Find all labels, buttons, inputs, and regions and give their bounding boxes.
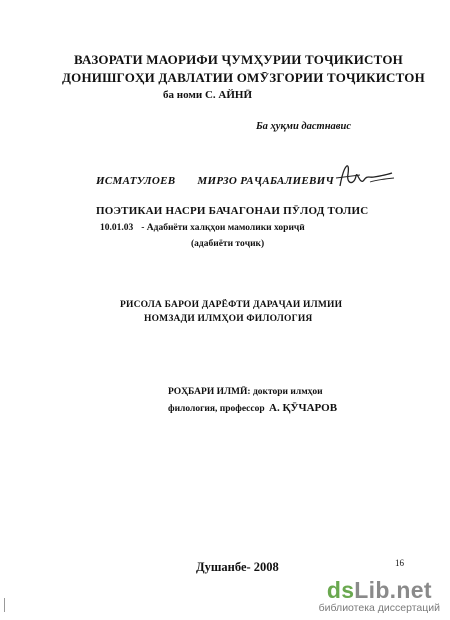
advisor-title: филология, профессор: [168, 404, 265, 414]
author-surname: ИСМАТУЛОЕВ: [96, 175, 176, 187]
margin-tick: [4, 598, 5, 612]
specialty-line: [100, 223, 305, 233]
city-year: Душанбе- 2008: [196, 560, 279, 574]
watermark[interactable]: [319, 578, 440, 614]
author-name: [96, 175, 334, 187]
university-name: ДОНИШГОҲИ ДАВЛАТИИ ОМӮЗГОРИИ ТОҶИКИСТОН: [62, 70, 425, 85]
watermark-logo-suffix: Lib.net: [354, 577, 432, 603]
thesis-title: ПОЭТИКАИ НАСРИ БАЧАГОНАИ ПӮЛОД ТОЛИС: [96, 205, 369, 217]
author-signature: [330, 156, 400, 196]
watermark-logo: [319, 578, 440, 602]
watermark-logo-prefix: ds: [326, 577, 355, 603]
specialty-name: - Адабиёти халқҳои мамолики хориҷӣ: [141, 223, 305, 233]
specialty-code: 10.01.03: [100, 223, 134, 233]
manuscript-rights-note: Ба ҳуқми дастнавис: [256, 121, 351, 132]
degree-line-1: РИСОЛА БАРОИ ДАРЁФТИ ДАРАҶАИ ИЛМИИ: [120, 300, 343, 310]
watermark-subtitle: библиотека диссертаций: [318, 602, 440, 614]
advisor-name: А. ҚӮЧАРОВ: [269, 402, 338, 414]
named-after: ба номи С. АЙНӢ: [163, 89, 253, 101]
advisor-line-1: РОҲБАРИ ИЛМӢ: доктори илмҳои: [168, 387, 323, 397]
specialty-field: (адабиёти тоҷик): [191, 239, 265, 249]
page-mark: 16: [395, 558, 404, 568]
ministry-name: ВАЗОРАТИ МАОРИФИ ҶУМҲУРИИ ТОҶИКИСТОН: [74, 52, 403, 67]
degree-line-2: НОМЗАДИ ИЛМҲОИ ФИЛОЛОГИЯ: [144, 314, 313, 324]
advisor-line-2: [168, 402, 337, 414]
author-given-names: МИРЗО РАҶАБАЛИЕВИЧ: [197, 175, 335, 187]
